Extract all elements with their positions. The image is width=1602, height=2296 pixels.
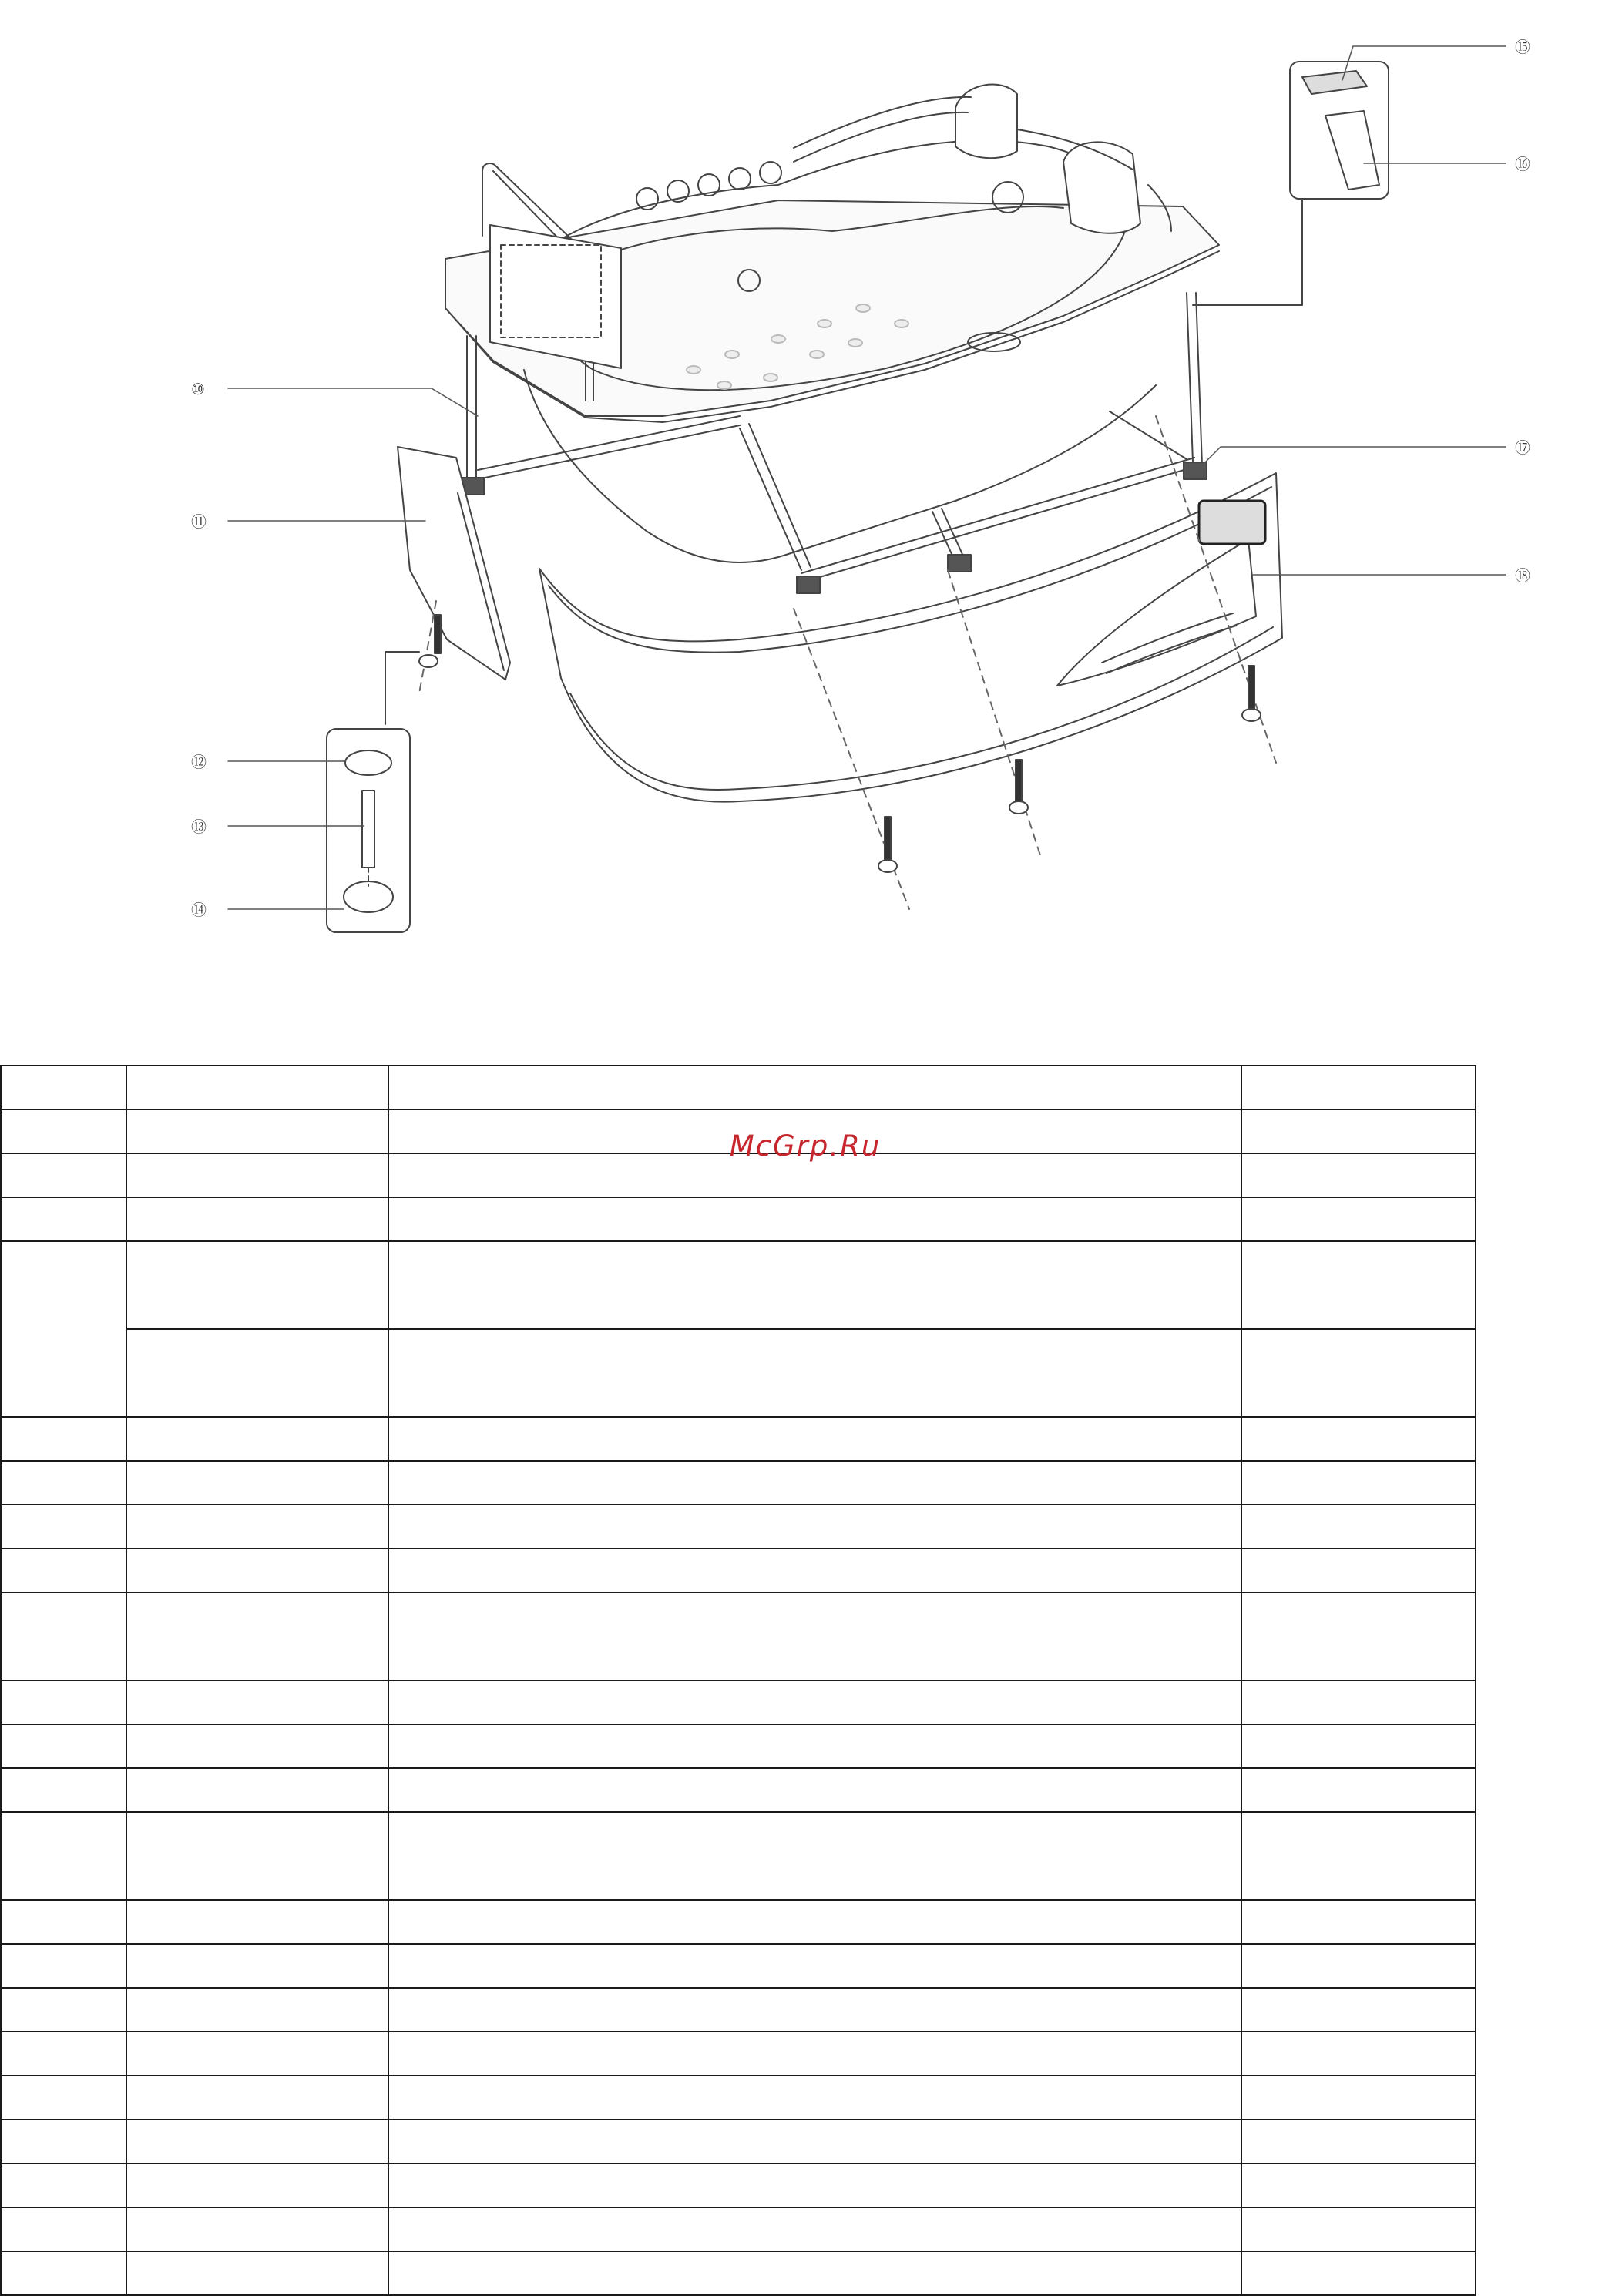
callout-11: ⑪ xyxy=(191,512,207,531)
callout-14: ⑭ xyxy=(191,901,207,919)
table-row xyxy=(1,1549,1476,1593)
table-row xyxy=(1,2163,1476,2207)
table-row xyxy=(1,1944,1476,1988)
callout-15: ⑮ xyxy=(1515,38,1530,56)
callout-10-left: ⑩ xyxy=(191,380,205,398)
table-header-row xyxy=(1,1066,1476,1109)
table-row xyxy=(1,1988,1476,2032)
table-row xyxy=(1,1593,1476,1680)
table-row xyxy=(1,1900,1476,1944)
callout-18: ⑱ xyxy=(1515,566,1530,585)
table-row xyxy=(1,2032,1476,2076)
apron-badge xyxy=(1199,501,1265,544)
headrest-left xyxy=(955,85,1017,159)
table-row xyxy=(1,2120,1476,2163)
callout-16: ⑯ xyxy=(1515,155,1530,173)
table-row xyxy=(1,2207,1476,2251)
parts-table xyxy=(0,1065,1476,2296)
table-row xyxy=(1,1768,1476,1812)
callout-12: ⑫ xyxy=(191,753,207,771)
front-apron-panel xyxy=(539,473,1282,802)
table-row xyxy=(1,1724,1476,1768)
table-row xyxy=(1,2076,1476,2120)
detail-cap xyxy=(345,750,391,775)
table-row xyxy=(1,1417,1476,1461)
table-row xyxy=(1,1505,1476,1549)
table-row xyxy=(1,1241,1476,1329)
table-row xyxy=(1,1461,1476,1505)
table-row xyxy=(1,2251,1476,2295)
table-row xyxy=(1,1197,1476,1241)
control-knobs xyxy=(636,162,781,210)
headrest-right xyxy=(1063,142,1140,233)
table-row xyxy=(1,1329,1476,1417)
side-apron-panel xyxy=(398,447,510,680)
detail-screw xyxy=(362,791,374,868)
callout-13: ⑬ xyxy=(191,817,207,836)
watermark: McGrp.Ru xyxy=(729,1130,882,1163)
table-row xyxy=(1,1812,1476,1900)
bathtub-assembly-diagram xyxy=(0,0,1602,963)
callout-17: ⑰ xyxy=(1515,438,1530,457)
table-row xyxy=(1,1680,1476,1724)
